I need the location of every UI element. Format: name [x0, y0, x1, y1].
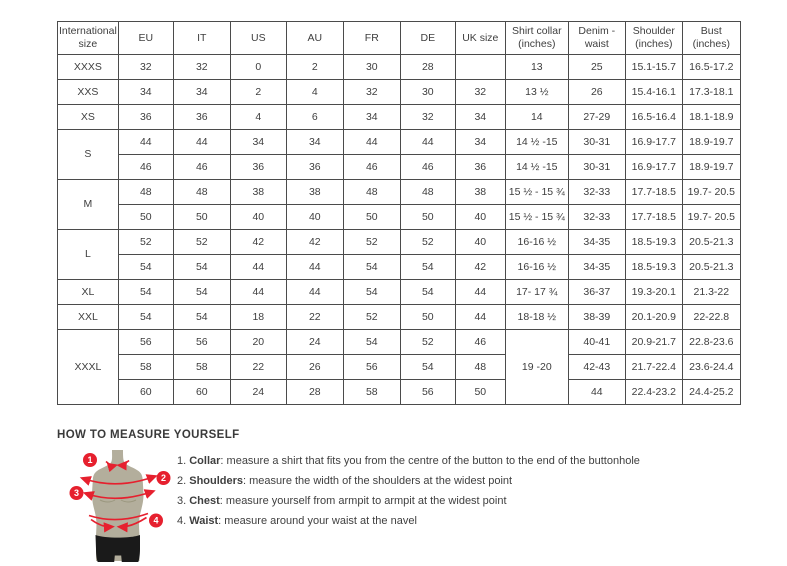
table-cell: 52: [173, 230, 230, 255]
torso-measure-icon: [59, 448, 181, 566]
table-cell: 28: [400, 55, 455, 80]
table-cell: 15.4-16.1: [625, 80, 682, 105]
table-cell: 26: [286, 355, 343, 380]
table-cell: 32: [455, 80, 505, 105]
measure-point-badge-1: [83, 453, 97, 467]
table-cell: 54: [400, 280, 455, 305]
table-cell: 44: [455, 305, 505, 330]
table-cell: 48: [343, 180, 400, 205]
table-cell: 32: [173, 55, 230, 80]
table-cell: 46: [173, 155, 230, 180]
table-cell: 2: [286, 55, 343, 80]
instruction-number: 3.: [177, 495, 190, 507]
table-cell: XL: [58, 280, 119, 305]
column-header: US: [230, 22, 286, 55]
table-cell: 20.9-21.7: [625, 330, 682, 355]
table-cell: 15 ½ - 15 ¾: [505, 180, 568, 205]
table-cell: 56: [173, 330, 230, 355]
table-cell: 32-33: [568, 180, 625, 205]
instruction-label: Shoulders: [189, 475, 244, 487]
table-cell: 14 ½ -15: [505, 130, 568, 155]
column-header: FR: [343, 22, 400, 55]
table-cell: 50: [400, 305, 455, 330]
measure-instruction-item: [177, 475, 640, 488]
table-cell: 28: [286, 380, 343, 405]
table-cell: 18.9-19.7: [682, 155, 740, 180]
table-cell: 4: [286, 80, 343, 105]
table-cell: 54: [173, 305, 230, 330]
table-cell: 54: [173, 280, 230, 305]
table-cell: 54: [343, 280, 400, 305]
svg-text:3: 3: [73, 488, 80, 499]
table-cell: 42: [455, 255, 505, 280]
column-header: Denim - waist: [568, 22, 625, 55]
table-cell: 20.1-20.9: [625, 305, 682, 330]
table-cell: 23.6-24.4: [682, 355, 740, 380]
table-cell: 18.5-19.3: [625, 255, 682, 280]
table-cell: 34: [455, 130, 505, 155]
table-cell: 52: [343, 305, 400, 330]
table-cell: 54: [173, 255, 230, 280]
body-measurement-figure: [59, 448, 181, 566]
table-cell: 46: [118, 155, 173, 180]
table-cell: 22-22.8: [682, 305, 740, 330]
instruction-number: 4.: [177, 515, 190, 527]
table-cell: 13: [505, 55, 568, 80]
table-cell: 54: [118, 280, 173, 305]
table-row: [58, 205, 741, 230]
table-row: [58, 80, 741, 105]
measure-instruction-item: [177, 515, 640, 528]
table-cell: 14 ½ -15: [505, 155, 568, 180]
instruction-number: 2.: [177, 475, 190, 487]
table-cell: 17- 17 ¾: [505, 280, 568, 305]
table-cell: 40: [230, 205, 286, 230]
table-cell: 17.7-18.5: [625, 180, 682, 205]
table-cell: 58: [343, 380, 400, 405]
table-cell: 38: [286, 180, 343, 205]
table-cell: 27-29: [568, 105, 625, 130]
header-row: [58, 22, 741, 55]
table-row: [58, 130, 741, 155]
table-cell: 16.9-17.7: [625, 155, 682, 180]
table-cell: 50: [400, 205, 455, 230]
table-cell: M: [58, 180, 119, 230]
how-to-measure-title: HOW TO MEASURE YOURSELF: [57, 429, 240, 441]
instruction-label: Collar: [189, 455, 221, 467]
table-cell: 24: [286, 330, 343, 355]
table-cell: 32: [400, 105, 455, 130]
table-cell: 21.3-22: [682, 280, 740, 305]
table-row: [58, 380, 741, 405]
table-cell: 30: [400, 80, 455, 105]
table-cell: 54: [343, 255, 400, 280]
table-cell: 16.9-17.7: [625, 130, 682, 155]
table-cell: 17.3-18.1: [682, 80, 740, 105]
table-cell: 34: [343, 105, 400, 130]
measure-instructions-list: [177, 455, 640, 535]
table-cell: 22: [286, 305, 343, 330]
table-cell: 36: [286, 155, 343, 180]
table-cell: 52: [343, 230, 400, 255]
table-cell: 44: [343, 130, 400, 155]
measure-instruction-item: [177, 455, 640, 468]
table-cell: 26: [568, 80, 625, 105]
table-cell: 48: [400, 180, 455, 205]
table-cell: 15 ½ - 15 ¾: [505, 205, 568, 230]
column-header: International size: [58, 22, 119, 55]
table-row: [58, 180, 741, 205]
table-cell: 32: [118, 55, 173, 80]
instruction-label: Waist: [189, 515, 219, 527]
table-cell: 36: [118, 105, 173, 130]
table-cell: 56: [400, 380, 455, 405]
table-cell: 17.7-18.5: [625, 205, 682, 230]
table-cell: 22.4-23.2: [625, 380, 682, 405]
table-cell: 22: [230, 355, 286, 380]
table-cell: 42-43: [568, 355, 625, 380]
table-cell: 44: [230, 255, 286, 280]
table-cell: 48: [455, 355, 505, 380]
table-cell: 42: [286, 230, 343, 255]
table-cell: 44: [286, 255, 343, 280]
table-cell: 42: [230, 230, 286, 255]
table-cell: 48: [173, 180, 230, 205]
instruction-text: : measure the width of the shoulders at the widest point: [243, 475, 513, 487]
column-header: IT: [173, 22, 230, 55]
table-cell: 16-16 ½: [505, 255, 568, 280]
table-cell: 40-41: [568, 330, 625, 355]
table-cell: 44: [568, 380, 625, 405]
column-header: Bust (inches): [682, 22, 740, 55]
table-cell: 34: [455, 105, 505, 130]
table-cell: [455, 55, 505, 80]
table-cell: 13 ½: [505, 80, 568, 105]
table-cell: 19.7- 20.5: [682, 180, 740, 205]
table-cell: 40: [455, 205, 505, 230]
table-cell: 38: [230, 180, 286, 205]
table-row: [58, 330, 741, 355]
column-header: EU: [118, 22, 173, 55]
table-cell: 50: [118, 205, 173, 230]
table-cell: 18: [230, 305, 286, 330]
table-cell: 50: [173, 205, 230, 230]
how-to-measure-section: [57, 429, 747, 566]
measure-point-badge-4: [149, 514, 163, 528]
table-cell: XXXL: [58, 330, 119, 405]
table-cell: 34-35: [568, 255, 625, 280]
column-header: Shirt collar (inches): [505, 22, 568, 55]
table-row: [58, 355, 741, 380]
table-cell: 36: [455, 155, 505, 180]
table-row: [58, 230, 741, 255]
table-cell: 30-31: [568, 155, 625, 180]
svg-text:1: 1: [87, 455, 93, 466]
table-cell: XXS: [58, 80, 119, 105]
table-cell: 54: [400, 255, 455, 280]
table-cell: 18-18 ½: [505, 305, 568, 330]
table-cell: 38-39: [568, 305, 625, 330]
table-cell: 48: [118, 180, 173, 205]
table-cell: 32: [343, 80, 400, 105]
table-cell: 34: [230, 130, 286, 155]
measure-point-badge-2: [157, 471, 171, 485]
table-cell: 46: [400, 155, 455, 180]
table-row: [58, 155, 741, 180]
table-cell: XXL: [58, 305, 119, 330]
instruction-number: 1.: [177, 455, 190, 467]
table-cell: 0: [230, 55, 286, 80]
table-row: [58, 55, 741, 80]
table-cell: 54: [343, 330, 400, 355]
table-cell: 44: [400, 130, 455, 155]
table-cell: 21.7-22.4: [625, 355, 682, 380]
table-cell: 36: [173, 105, 230, 130]
table-cell: 52: [400, 330, 455, 355]
table-cell: 54: [118, 305, 173, 330]
table-cell: 4: [230, 105, 286, 130]
table-cell: 34-35: [568, 230, 625, 255]
instruction-label: Chest: [189, 495, 220, 507]
table-cell: 50: [455, 380, 505, 405]
table-cell: 34: [173, 80, 230, 105]
table-cell: 20.5-21.3: [682, 255, 740, 280]
table-cell: L: [58, 230, 119, 280]
table-row: [58, 105, 741, 130]
column-header: UK size: [455, 22, 505, 55]
table-cell: 44: [455, 280, 505, 305]
table-cell: 40: [286, 205, 343, 230]
table-cell: 58: [118, 355, 173, 380]
table-cell: 18.1-18.9: [682, 105, 740, 130]
table-row: [58, 305, 741, 330]
svg-text:4: 4: [153, 515, 159, 526]
table-cell: 36-37: [568, 280, 625, 305]
table-cell: 46: [343, 155, 400, 180]
column-header: AU: [286, 22, 343, 55]
table-cell: 15.1-15.7: [625, 55, 682, 80]
table-cell: 46: [455, 330, 505, 355]
measure-point-badge-3: [70, 486, 84, 500]
table-cell: 19.3-20.1: [625, 280, 682, 305]
size-chart-table: [57, 21, 741, 405]
table-cell: 52: [118, 230, 173, 255]
table-cell: 60: [118, 380, 173, 405]
table-cell: XS: [58, 105, 119, 130]
table-cell: 24.4-25.2: [682, 380, 740, 405]
table-cell: 54: [118, 255, 173, 280]
table-cell: 40: [455, 230, 505, 255]
table-cell: XXXS: [58, 55, 119, 80]
table-cell: 22.8-23.6: [682, 330, 740, 355]
table-cell: 56: [118, 330, 173, 355]
table-cell: 38: [455, 180, 505, 205]
table-cell: S: [58, 130, 119, 180]
table-cell: 19.7- 20.5: [682, 205, 740, 230]
table-cell: 30-31: [568, 130, 625, 155]
instruction-text: : measure a shirt that fits you from the centre of the button to the end of the buttonhole: [220, 455, 640, 467]
table-cell: 54: [400, 355, 455, 380]
table-cell: 2: [230, 80, 286, 105]
table-cell: 44: [286, 280, 343, 305]
table-cell: 6: [286, 105, 343, 130]
table-cell: 16-16 ½: [505, 230, 568, 255]
table-cell: 16.5-16.4: [625, 105, 682, 130]
column-header: Shoulder (inches): [625, 22, 682, 55]
instruction-text: : measure yourself from armpit to armpit at the widest point: [219, 495, 507, 507]
table-cell: 44: [173, 130, 230, 155]
table-cell: 34: [118, 80, 173, 105]
table-cell: 20.5-21.3: [682, 230, 740, 255]
table-row: [58, 280, 741, 305]
table-cell: 30: [343, 55, 400, 80]
table-cell: 20: [230, 330, 286, 355]
column-header: DE: [400, 22, 455, 55]
table-cell: 18.5-19.3: [625, 230, 682, 255]
svg-text:2: 2: [160, 473, 167, 484]
table-cell: 14: [505, 105, 568, 130]
instruction-text: : measure around your waist at the navel: [218, 515, 417, 527]
table-cell: 50: [343, 205, 400, 230]
table-cell: 58: [173, 355, 230, 380]
table-cell: 44: [230, 280, 286, 305]
table-cell: 32-33: [568, 205, 625, 230]
table-cell: 24: [230, 380, 286, 405]
table-cell: 34: [286, 130, 343, 155]
table-cell: 44: [118, 130, 173, 155]
table-cell: 60: [173, 380, 230, 405]
table-cell: 18.9-19.7: [682, 130, 740, 155]
table-cell: 16.5-17.2: [682, 55, 740, 80]
table-row: [58, 255, 741, 280]
table-cell: 52: [400, 230, 455, 255]
table-cell: 36: [230, 155, 286, 180]
table-cell: 56: [343, 355, 400, 380]
measure-instruction-item: [177, 495, 640, 508]
table-cell: 19 -20: [505, 330, 568, 405]
table-cell: 25: [568, 55, 625, 80]
